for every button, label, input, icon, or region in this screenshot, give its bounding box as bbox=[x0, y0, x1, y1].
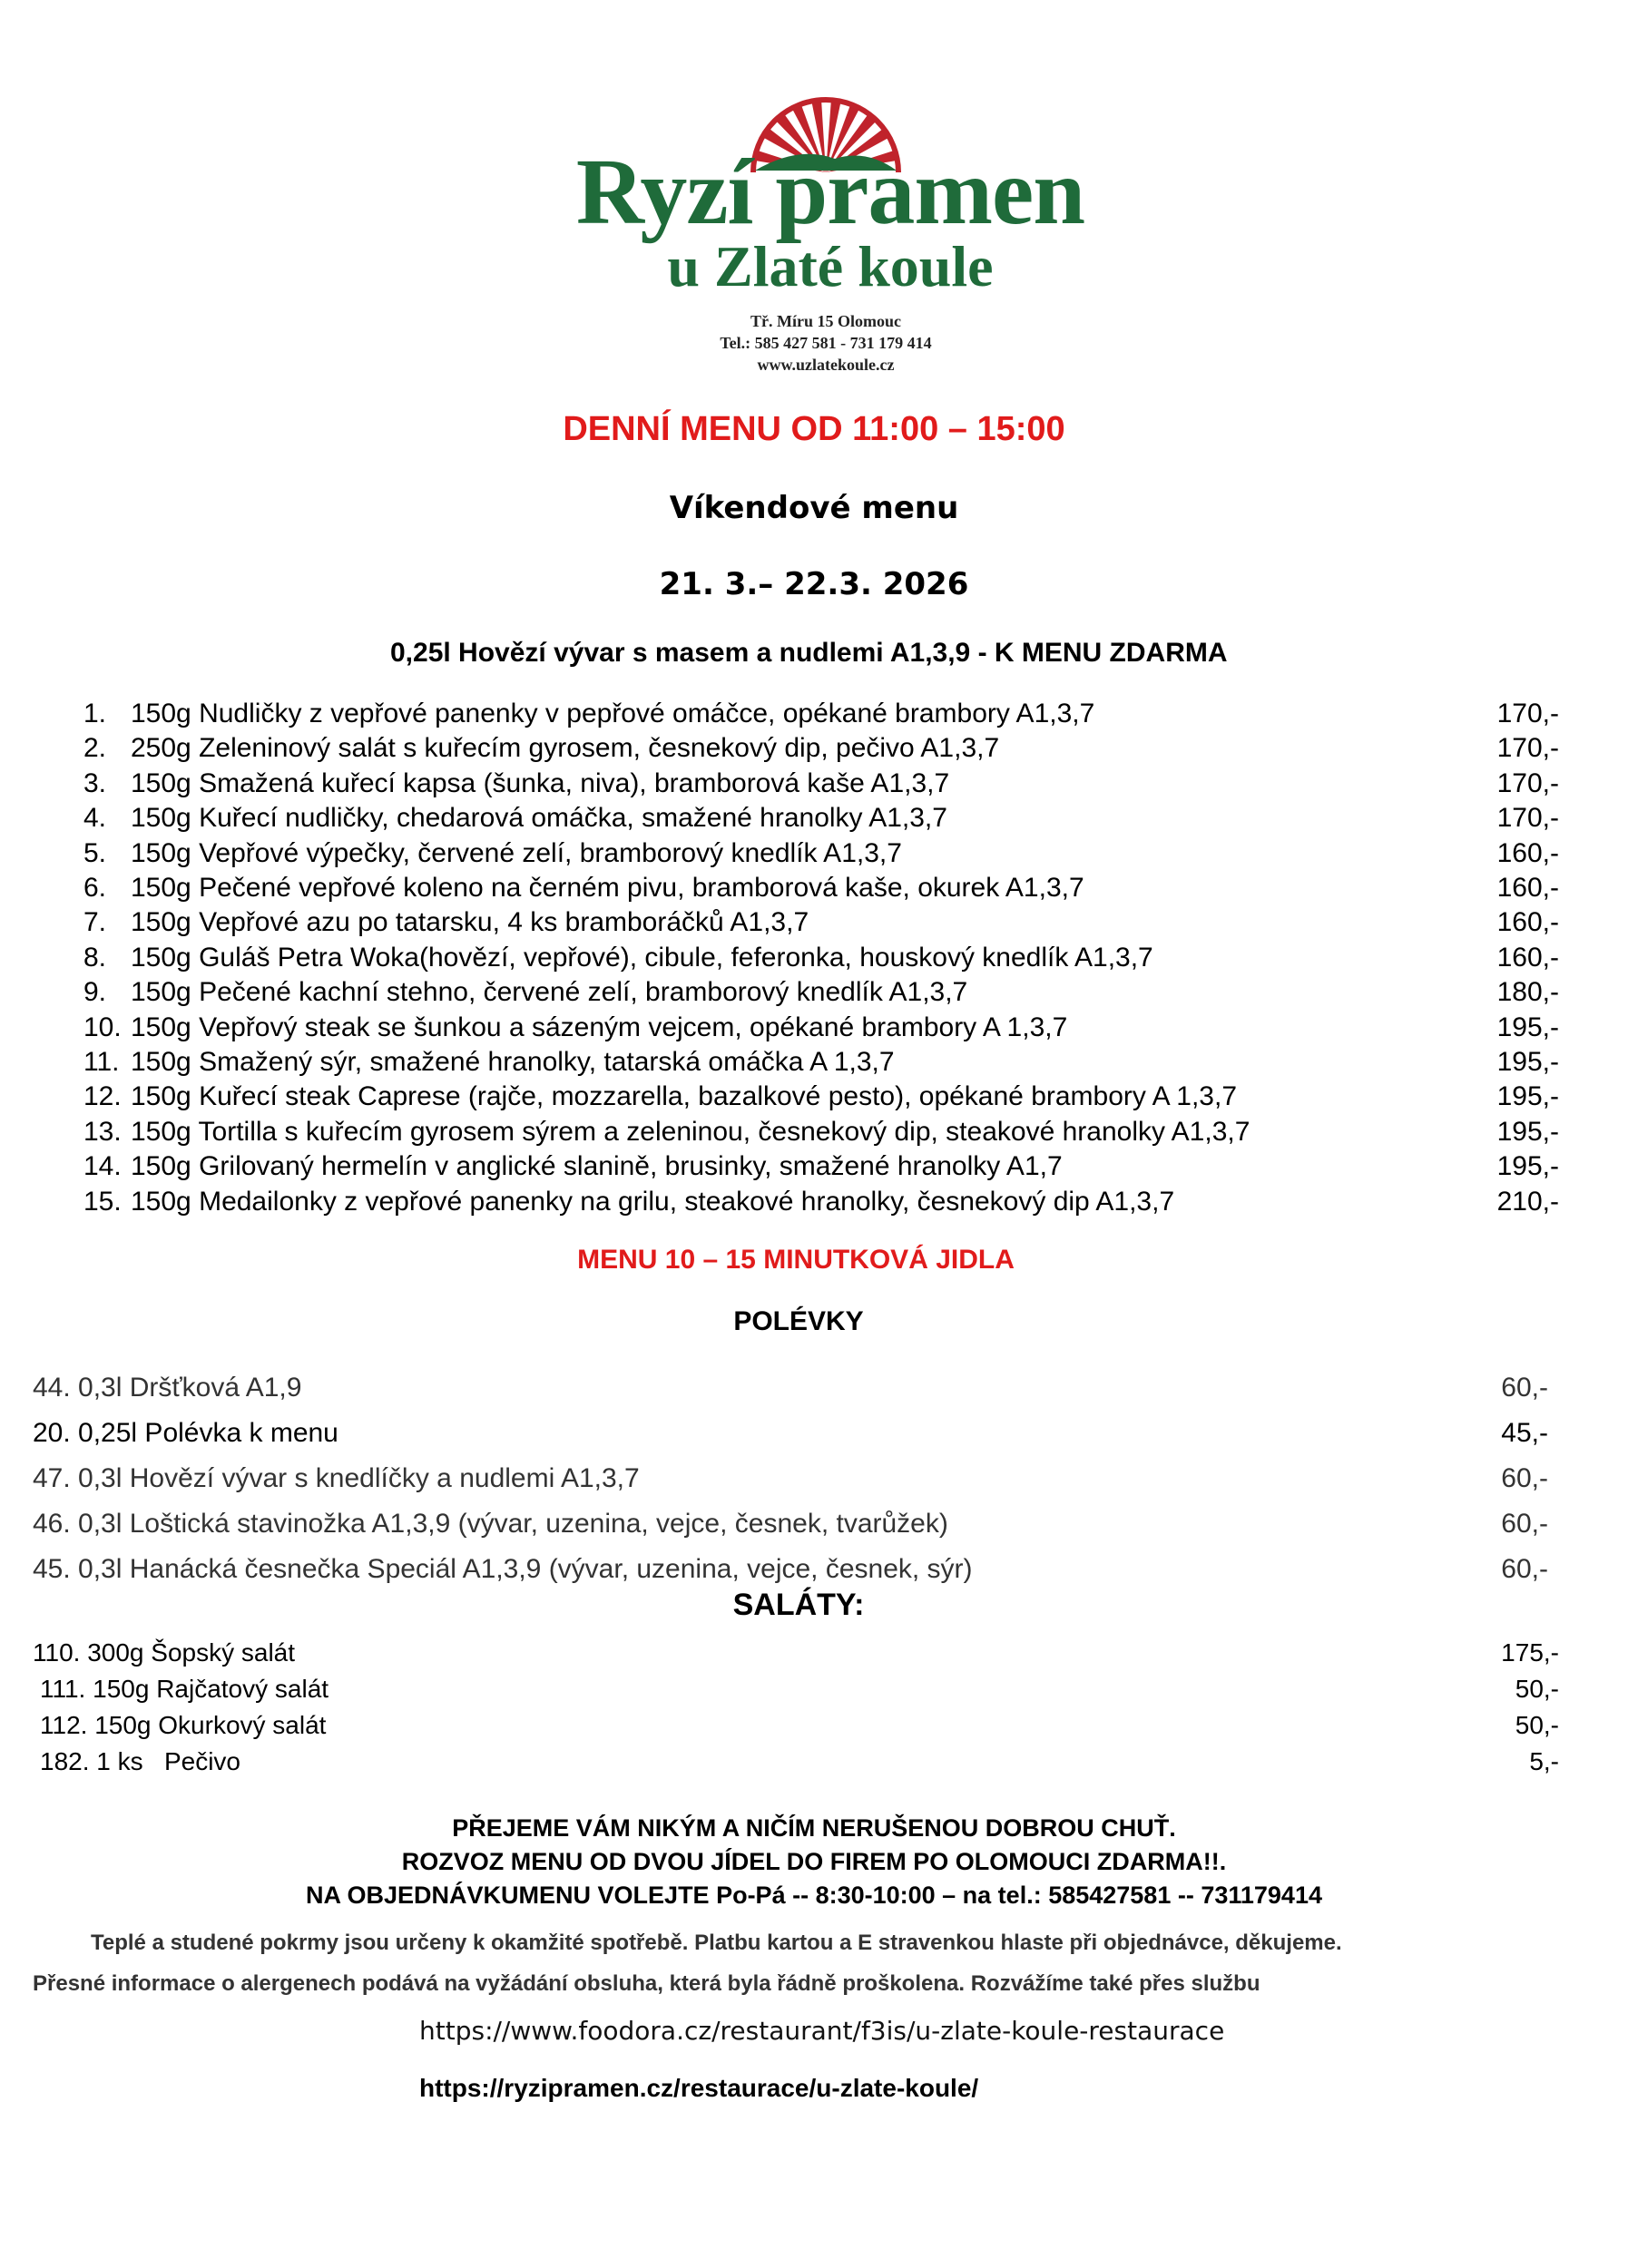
menu-item-number: 14. bbox=[83, 1151, 122, 1182]
soup-item-description: 45. 0,3l Hanácká česnečka Speciál A1,3,9 (vývar, uzenina, vejce, česnek, sýr) bbox=[33, 1554, 973, 1584]
salad-item bbox=[33, 1637, 1559, 1669]
free-soup-note: 0,25l Hovězí vývar s masem a nudlemi A1,3,9 - K MENU ZDARMA bbox=[390, 638, 1228, 668]
menu-item bbox=[83, 801, 1559, 836]
soup-item-description: 46. 0,3l Loštická stavinožka A1,3,9 (vývar, uzenina, vejce, česnek, tvarůžek) bbox=[33, 1509, 948, 1539]
menu-item-description: 150g Guláš Petra Woka(hovězí, vepřové), cibule, feferonka, houskový knedlík A1,3,7 bbox=[131, 942, 1153, 973]
menu-item-price: 160,- bbox=[1496, 837, 1559, 868]
logo-address: Tř. Míru 15 Olomouc bbox=[750, 312, 901, 330]
soup-item bbox=[33, 1551, 1548, 1588]
daily-menu-title: DENNÍ MENU OD 11:00 – 15:00 bbox=[563, 410, 1065, 448]
menu-item-description: 150g Vepřový steak se šunkou a sázeným vejcem, opékané brambory A 1,3,7 bbox=[131, 1012, 1068, 1042]
menu-item-number: 10. bbox=[83, 1012, 122, 1042]
logo-subtitle: u Zlaté koule bbox=[667, 234, 994, 298]
menu-item-description: 150g Kuřecí nudličky, chedarová omáčka, smažené hranolky A1,3,7 bbox=[131, 803, 947, 834]
menu-item-number: 13. bbox=[83, 1116, 122, 1147]
menu-item bbox=[83, 941, 1559, 975]
footer-greeting: PŘEJEME VÁM NIKÝM A NIČÍM NERUŠENOU DOBROU CHUŤ. bbox=[452, 1814, 1176, 1842]
soup-item-price: 45,- bbox=[1501, 1418, 1548, 1448]
salads-title: SALÁTY: bbox=[732, 1588, 865, 1622]
footer-delivery: ROZVOZ MENU OD DVOU JÍDEL DO FIREM PO OLOMOUCI ZDARMA!!. bbox=[401, 1848, 1227, 1875]
menu-item-description: 150g Medailonky z vepřové panenky na grilu, steakové hranolky, česnekový dip A1,3,7 bbox=[131, 1186, 1175, 1217]
menu-item-description: 150g Smažená kuřecí kapsa (šunka, niva), bramborová kaše A1,3,7 bbox=[131, 767, 950, 798]
menu-item bbox=[83, 1115, 1559, 1149]
menu-item bbox=[83, 697, 1559, 731]
soup-item-description: 44. 0,3l Dršťková A1,9 bbox=[33, 1373, 302, 1403]
menu-item-price: 195,- bbox=[1496, 1116, 1559, 1147]
ryzipramen-link[interactable]: https://ryzipramen.cz/restaurace/u-zlate-koule/ bbox=[419, 2074, 979, 2102]
logo-title: Ryzí pramen bbox=[575, 140, 1085, 244]
salad-item-price: 175,- bbox=[1501, 1638, 1559, 1667]
date-range: 21. 3.– 22.3. 2026 bbox=[659, 566, 969, 602]
menu-item bbox=[83, 836, 1559, 871]
menu-item bbox=[83, 767, 1559, 801]
menu-item bbox=[83, 1045, 1559, 1080]
menu-item bbox=[83, 1011, 1559, 1045]
salad-item-description: 111. 150g Rajčatový salát bbox=[40, 1675, 329, 1703]
menu-item bbox=[83, 1080, 1559, 1114]
menu-item-price: 170,- bbox=[1496, 767, 1559, 798]
menu-item-number: 4. bbox=[83, 803, 107, 834]
menu-item-number: 9. bbox=[83, 977, 107, 1008]
menu-item-price: 195,- bbox=[1496, 1081, 1559, 1112]
menu-item-description: 150g Pečené vepřové koleno na černém pivu, bramborová kaše, okurek A1,3,7 bbox=[131, 873, 1084, 903]
footer-order-info: NA OBJEDNÁVKUMENU VOLEJTE Po-Pá -- 8:30-10:00 – na tel.: 585427581 -- 731179414 bbox=[306, 1882, 1322, 1909]
menu-item-description: 150g Grilovaný hermelín v anglické slanině, brusinky, smažené hranolky A1,7 bbox=[131, 1151, 1063, 1182]
soup-item-description: 47. 0,3l Hovězí vývar s knedlíčky a nudlemi A1,3,7 bbox=[33, 1463, 640, 1493]
salad-item-price: 50,- bbox=[1515, 1711, 1559, 1739]
soup-item-price: 60,- bbox=[1501, 1509, 1548, 1539]
soup-item-price: 60,- bbox=[1501, 1373, 1548, 1403]
menu-item-number: 8. bbox=[83, 942, 107, 973]
menu-item bbox=[83, 871, 1559, 905]
weekend-menu-title: Víkendové menu bbox=[669, 490, 959, 526]
menu-item-description: 250g Zeleninový salát s kuřecím gyrosem, česnekový dip, pečivo A1,3,7 bbox=[131, 733, 1000, 764]
menu-item-description: 150g Vepřové výpečky, červené zelí, bramborový knedlík A1,3,7 bbox=[131, 837, 902, 868]
menu-item-number: 12. bbox=[83, 1081, 122, 1112]
menu-item-description: 150g Kuřecí steak Caprese (rajče, mozzarella, bazalkové pesto), opékané brambory A 1,3,7 bbox=[131, 1081, 1237, 1112]
salad-item-price: 5,- bbox=[1529, 1747, 1559, 1775]
foodora-link[interactable]: https://www.foodora.cz/restaurant/f3is/u-zlate-koule-restaurace bbox=[419, 2016, 1225, 2046]
soup-item bbox=[33, 1506, 1548, 1542]
menu-item-description: 150g Pečené kachní stehno, červené zelí, bramborový knedlík A1,3,7 bbox=[131, 977, 968, 1008]
menu-item bbox=[83, 905, 1559, 940]
menu-item-number: 11. bbox=[83, 1047, 120, 1077]
salad-item-description: 112. 150g Okurkový salát bbox=[40, 1711, 327, 1739]
menu-item-number: 7. bbox=[83, 907, 107, 938]
soup-item-price: 60,- bbox=[1501, 1463, 1548, 1493]
logo-web: www.uzlatekoule.cz bbox=[757, 356, 895, 374]
menu-item-price: 195,- bbox=[1496, 1012, 1559, 1042]
menu-item-price: 160,- bbox=[1496, 873, 1559, 903]
soup-item bbox=[33, 1415, 1548, 1452]
footer-note-consumption: Teplé a studené pokrmy jsou určeny k okamžité spotřebě. Platbu kartou a E stravenkou hlaste při objednávce, děkujeme. bbox=[91, 1931, 1342, 1955]
menu-item-price: 210,- bbox=[1496, 1186, 1559, 1217]
menu-item-number: 3. bbox=[83, 767, 107, 798]
menu-item-number: 2. bbox=[83, 733, 107, 764]
menu-item-price: 195,- bbox=[1496, 1047, 1559, 1077]
menu-item bbox=[83, 1185, 1559, 1219]
menu-item-price: 170,- bbox=[1496, 733, 1559, 764]
menu-item-number: 5. bbox=[83, 837, 107, 868]
menu-item-price: 170,- bbox=[1496, 699, 1559, 728]
menu-item-description: 150g Vepřové azu po tatarsku, 4 ks bramboráčků A1,3,7 bbox=[131, 907, 809, 938]
salad-item bbox=[40, 1673, 1559, 1706]
menu-item bbox=[83, 1149, 1559, 1184]
salad-item bbox=[40, 1745, 1559, 1778]
soup-item-description: 20. 0,25l Polévka k menu bbox=[33, 1418, 338, 1448]
menu-item-price: 160,- bbox=[1496, 942, 1559, 973]
menu-item bbox=[83, 731, 1559, 766]
salad-item-description: 110. 300g Šopský salát bbox=[33, 1638, 296, 1667]
minute-menu-title: MENU 10 – 15 MINUTKOVÁ JIDLA bbox=[577, 1245, 1015, 1275]
soup-item bbox=[33, 1370, 1548, 1406]
menu-item-number: 6. bbox=[83, 873, 107, 903]
menu-item-number: 1. bbox=[83, 699, 107, 728]
soup-item-price: 60,- bbox=[1501, 1554, 1548, 1584]
menu-item-number: 15. bbox=[83, 1186, 122, 1217]
salad-item-description: 182. 1 ks Pečivo bbox=[40, 1747, 241, 1775]
logo-phone: Tel.: 585 427 581 - 731 179 414 bbox=[720, 334, 932, 352]
menu-item-description: 150g Smažený sýr, smažené hranolky, tatarská omáčka A 1,3,7 bbox=[131, 1047, 895, 1077]
menu-item-price: 170,- bbox=[1496, 803, 1559, 834]
menu-item-price: 180,- bbox=[1496, 977, 1559, 1008]
salad-item-price: 50,- bbox=[1515, 1675, 1559, 1703]
menu-item-description: 150g Tortilla s kuřecím gyrosem sýrem a zeleninou, česnekový dip, steakové hranolky A1,3,7 bbox=[131, 1116, 1250, 1147]
menu-item bbox=[83, 975, 1559, 1010]
menu-item-description: 150g Nudličky z vepřové panenky v pepřové omáčce, opékané brambory A1,3,7 bbox=[131, 699, 1095, 728]
salad-item bbox=[40, 1709, 1559, 1742]
menu-item-price: 160,- bbox=[1496, 907, 1559, 938]
footer-note-allergens: Přesné informace o alergenech podává na vyžádání obsluha, která byla řádně proškolena. Rozvážíme také přes službu bbox=[33, 1971, 1260, 1996]
soup-item bbox=[33, 1461, 1548, 1497]
soups-title: POLÉVKY bbox=[733, 1306, 864, 1336]
menu-item-price: 195,- bbox=[1496, 1151, 1559, 1182]
